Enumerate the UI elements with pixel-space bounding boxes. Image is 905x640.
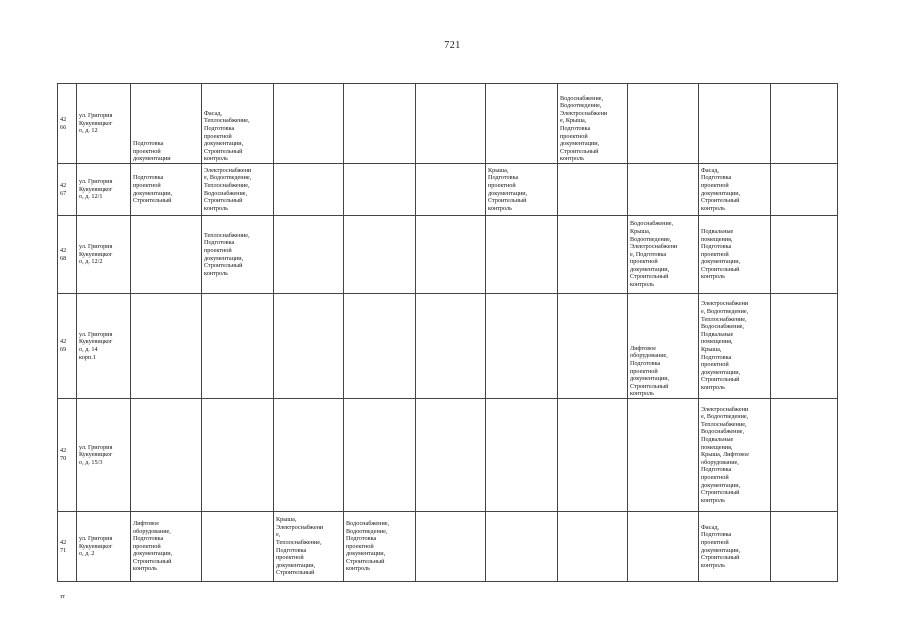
page-number: 721 — [444, 40, 461, 51]
work-cell — [771, 512, 838, 582]
repair-schedule-table — [57, 83, 838, 582]
work-cell — [344, 84, 416, 164]
work-cell — [628, 512, 699, 582]
work-cell — [771, 84, 838, 164]
work-cell — [558, 512, 628, 582]
work-cell — [771, 216, 838, 294]
work-cell — [558, 399, 628, 512]
table-row — [58, 216, 838, 294]
work-cell — [202, 512, 274, 582]
address-cell: ул. Григория Кукуевицког о, д. 2 — [77, 512, 131, 582]
work-cell — [274, 294, 344, 399]
work-cell: Лифтовое оборудование, Подготовка проектной документации, Строительный контроль — [131, 512, 202, 582]
table-row — [58, 399, 838, 512]
table-row — [58, 164, 838, 216]
work-cell — [558, 164, 628, 216]
work-cell: Крыша, Электроснабжени е, Теплоснабжение, Подготовка проектной документации, Строительный — [274, 512, 344, 582]
work-cell — [486, 294, 558, 399]
work-cell: Электроснабжени е, Водоотведение, Теплоснабжение, Водоснабжение, Подвальные помещения, Крыша, Лифтовое оборудование, Подготовка проектной документации, Строительный контроль — [699, 399, 771, 512]
row-number: 42 68 — [58, 216, 77, 294]
work-cell: Подготовка проектной документации, Строительный — [131, 164, 202, 216]
row-number: 42 66 — [58, 84, 77, 164]
work-cell — [486, 399, 558, 512]
work-cell — [416, 216, 486, 294]
work-cell: Водоснабжение, Крыша, Водоотведение, Электроснабжени е, Подготовка проектной документации, Строительный контроль — [628, 216, 699, 294]
work-cell — [628, 164, 699, 216]
work-cell: Подготовка проектной документации — [131, 84, 202, 164]
work-cell — [344, 399, 416, 512]
work-cell — [486, 84, 558, 164]
work-cell: Водоснабжение, Водоотведение, Подготовка проектной документации, Строительный контроль — [344, 512, 416, 582]
work-cell: Лифтовое оборудование, Подготовка проектной документации, Строительный контроль — [628, 294, 699, 399]
address-cell: ул. Григория Кукуевицког о, д. 14 корп.1 — [77, 294, 131, 399]
address-cell: ул. Григория Кукуевицког о, д. 12 — [77, 84, 131, 164]
work-cell — [416, 399, 486, 512]
row-number: 42 70 — [58, 399, 77, 512]
footer-mark: зт — [60, 594, 65, 600]
work-cell — [416, 164, 486, 216]
address-cell: ул. Григория Кукуевицког о, д. 12/1 — [77, 164, 131, 216]
work-cell — [558, 294, 628, 399]
work-cell — [558, 216, 628, 294]
row-number: 42 69 — [58, 294, 77, 399]
work-cell — [344, 216, 416, 294]
work-cell — [628, 84, 699, 164]
work-cell — [274, 164, 344, 216]
table-row — [58, 84, 838, 164]
address-cell: ул. Григория Кукуевицког о, д. 15/3 — [77, 399, 131, 512]
work-cell — [274, 84, 344, 164]
work-cell — [771, 399, 838, 512]
work-cell — [628, 399, 699, 512]
table-row — [58, 294, 838, 399]
work-cell — [344, 294, 416, 399]
work-cell — [486, 512, 558, 582]
work-cell: Электроснабжени е, Водоотведение, Теплоснабжение, Водоснабжение, Строительный контроль — [202, 164, 274, 216]
row-number: 42 71 — [58, 512, 77, 582]
table-row — [58, 512, 838, 582]
work-cell — [202, 399, 274, 512]
work-cell — [131, 294, 202, 399]
work-cell — [771, 164, 838, 216]
work-cell — [344, 164, 416, 216]
work-cell — [202, 294, 274, 399]
work-cell: Теплоснабжение, Подготовка проектной документации, Строительный контроль — [202, 216, 274, 294]
work-cell — [416, 512, 486, 582]
work-cell: Фасад, Подготовка проектной документации, Строительный контроль — [699, 512, 771, 582]
work-cell — [274, 399, 344, 512]
row-number: 42 67 — [58, 164, 77, 216]
work-cell — [131, 399, 202, 512]
work-cell: Крыша, Подготовка проектной документации, Строительный контроль — [486, 164, 558, 216]
work-cell — [486, 216, 558, 294]
address-cell: ул. Григория Кукуевицког о, д. 12/2 — [77, 216, 131, 294]
work-cell — [416, 84, 486, 164]
work-cell: Фасад, Теплоснабжение, Подготовка проектной документации, Строительный контроль — [202, 84, 274, 164]
work-cell — [131, 216, 202, 294]
work-cell: Подвальные помещения, Подготовка проектной документации, Строительный контроль — [699, 216, 771, 294]
work-cell: Водоснабжение, Водоотведение, Электроснабжени е, Крыша, Подготовка проектной документации, Строительный контроль — [558, 84, 628, 164]
work-cell: Электроснабжени е, Водоотведение, Теплоснабжение, Водоснабжение, Подвальные помещения, Крыша, Подготовка проектной документации, Строительный контроль — [699, 294, 771, 399]
work-cell: Фасад, Подготовка проектной документации, Строительный контроль — [699, 164, 771, 216]
work-cell — [274, 216, 344, 294]
work-cell — [771, 294, 838, 399]
work-cell — [699, 84, 771, 164]
work-cell — [416, 294, 486, 399]
